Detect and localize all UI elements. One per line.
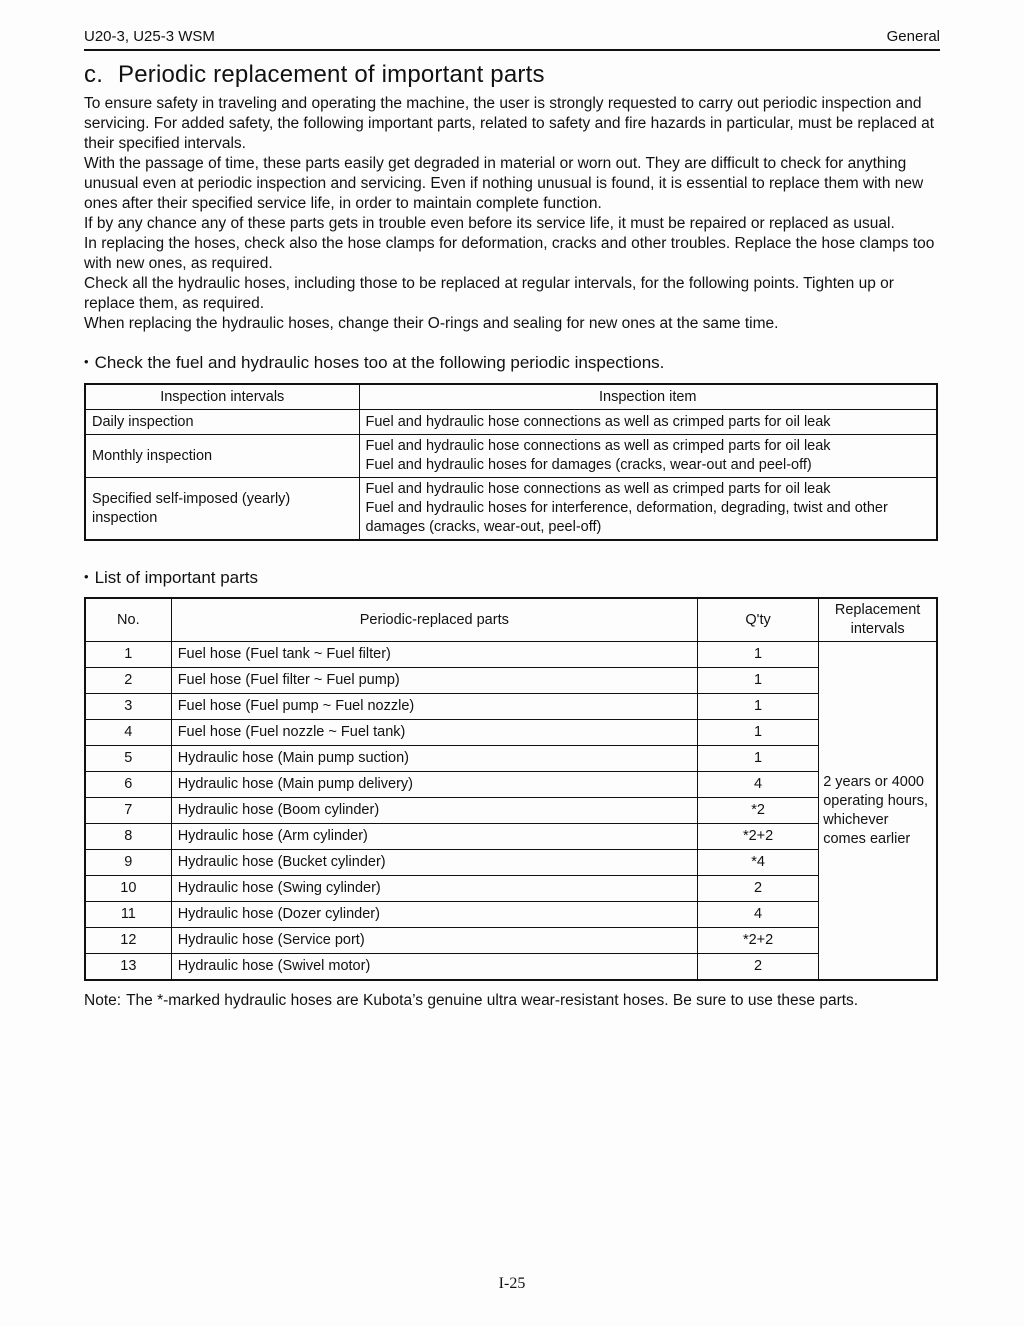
section-letter: c.	[84, 61, 104, 88]
footnote-label: Note:	[84, 992, 122, 1009]
table-row	[85, 478, 937, 541]
section-heading	[84, 61, 940, 89]
table-row	[85, 928, 937, 954]
part-name: Hydraulic hose (Main pump delivery)	[171, 772, 697, 798]
part-qty: 1	[697, 694, 818, 720]
intro-paragraph: If by any chance any of these parts gets in trouble even before its service life, it must be repaired or replaced as usual.	[84, 215, 895, 232]
column-header-part: Periodic-replaced parts	[171, 598, 697, 642]
part-qty: 2	[697, 954, 818, 981]
part-name: Hydraulic hose (Bucket cylinder)	[171, 850, 697, 876]
part-name: Hydraulic hose (Swivel motor)	[171, 954, 697, 981]
inspection-item-line: Fuel and hydraulic hose connections as well as crimped parts for oil leak	[365, 413, 831, 430]
inspection-table	[84, 383, 938, 541]
parts-table	[84, 597, 938, 981]
intro-paragraph: With the passage of time, these parts easily get degraded in material or worn out. They are difficult to check for anything unusual even at periodic inspection and servicing. Even if nothing unusual is found, it is essential to replace them with new ones after their specified service life, in order to maintain complete function.	[84, 155, 924, 212]
inspection-item	[359, 435, 937, 478]
part-no: 9	[85, 850, 171, 876]
intro-paragraph: When replacing the hydraulic hoses, change their O-rings and sealing for new ones at the same time.	[84, 315, 779, 332]
part-name: Hydraulic hose (Arm cylinder)	[171, 824, 697, 850]
part-no: 8	[85, 824, 171, 850]
part-no: 3	[85, 694, 171, 720]
inspection-item-line: Fuel and hydraulic hose connections as well as crimped parts for oil leak	[365, 481, 831, 497]
table-row	[85, 435, 937, 478]
table-row	[85, 902, 937, 928]
bullet-item-check-hoses	[84, 353, 940, 373]
intro-paragraph: Check all the hydraulic hoses, including those to be replaced at regular intervals, for the following points. Tighten up or replace them, as required.	[84, 275, 894, 312]
part-no: 7	[85, 798, 171, 824]
part-no: 1	[85, 642, 171, 668]
part-name: Hydraulic hose (Dozer cylinder)	[171, 902, 697, 928]
part-qty: *2+2	[697, 928, 818, 954]
part-qty: *4	[697, 850, 818, 876]
bullet-label: Check the fuel and hydraulic hoses too at the following periodic inspections.	[94, 353, 665, 372]
part-qty: 4	[697, 772, 818, 798]
part-no: 5	[85, 746, 171, 772]
table-row	[85, 720, 937, 746]
footnote-text: The *-marked hydraulic hoses are Kubota’s genuine ultra wear-resistant hoses. Be sure to use these parts.	[126, 992, 859, 1009]
table-row	[85, 772, 937, 798]
inspection-item-line: Fuel and hydraulic hoses for damages (cracks, wear-out and peel-off)	[365, 457, 812, 473]
part-no: 10	[85, 876, 171, 902]
table-row	[85, 410, 937, 435]
table-row	[85, 642, 937, 668]
column-header-intervals: Inspection intervals	[85, 384, 359, 410]
part-name: Fuel hose (Fuel filter ~ Fuel pump)	[171, 668, 697, 694]
footnote	[84, 991, 940, 1011]
part-qty: 2	[697, 876, 818, 902]
inspection-item-line: Fuel and hydraulic hose connections as well as crimped parts for oil leak	[365, 438, 831, 454]
table-row	[85, 824, 937, 850]
table-row	[85, 746, 937, 772]
part-qty: 1	[697, 668, 818, 694]
table-row	[85, 954, 937, 981]
bullet-icon: •	[84, 569, 89, 584]
page-number: I-25	[498, 1275, 526, 1292]
header-section-label: General	[886, 28, 940, 45]
part-qty: *2+2	[697, 824, 818, 850]
inspection-interval: Daily inspection	[85, 410, 359, 435]
part-no: 11	[85, 902, 171, 928]
page-header	[84, 28, 940, 51]
part-name: Fuel hose (Fuel nozzle ~ Fuel tank)	[171, 720, 697, 746]
part-qty: 1	[697, 720, 818, 746]
section-title: Periodic replacement of important parts	[118, 61, 545, 88]
intro-paragraph: In replacing the hoses, check also the hose clamps for deformation, cracks and other troubles. Replace the hose clamps too with new ones, as required.	[84, 235, 935, 272]
part-no: 12	[85, 928, 171, 954]
inspection-interval: Specified self-imposed (yearly) inspection	[85, 478, 359, 541]
part-name: Fuel hose (Fuel pump ~ Fuel nozzle)	[171, 694, 697, 720]
table-row	[85, 798, 937, 824]
column-header-qty: Q'ty	[697, 598, 818, 642]
part-qty: *2	[697, 798, 818, 824]
part-name: Fuel hose (Fuel tank ~ Fuel filter)	[171, 642, 697, 668]
intro-text	[84, 94, 940, 334]
inspection-item-line: Fuel and hydraulic hoses for interference, deformation, degrading, twist and other damages (cracks, wear-out, peel-off)	[365, 500, 888, 535]
column-header-item: Inspection item	[359, 384, 937, 410]
table-row	[85, 668, 937, 694]
inspection-item	[359, 410, 937, 435]
part-qty: 1	[697, 642, 818, 668]
part-name: Hydraulic hose (Swing cylinder)	[171, 876, 697, 902]
part-name: Hydraulic hose (Service port)	[171, 928, 697, 954]
part-name: Hydraulic hose (Boom cylinder)	[171, 798, 697, 824]
column-header-no: No.	[85, 598, 171, 642]
table-header-row	[85, 598, 937, 642]
intro-paragraph: To ensure safety in traveling and operating the machine, the user is strongly requested to carry out periodic inspection and servicing. For added safety, the following important parts, related to safety and fire hazards in particular, must be replaced at their specified intervals.	[84, 95, 935, 152]
part-qty: 4	[697, 902, 818, 928]
part-qty: 1	[697, 746, 818, 772]
part-no: 4	[85, 720, 171, 746]
inspection-item	[359, 478, 937, 541]
table-header-row	[85, 384, 937, 410]
bullet-icon: •	[84, 354, 89, 369]
table-row	[85, 850, 937, 876]
part-no: 6	[85, 772, 171, 798]
inspection-interval: Monthly inspection	[85, 435, 359, 478]
bullet-label: List of important parts	[94, 568, 259, 587]
part-no: 13	[85, 954, 171, 981]
part-no: 2	[85, 668, 171, 694]
part-name: Hydraulic hose (Main pump suction)	[171, 746, 697, 772]
replacement-interval-cell: 2 years or 4000 operating hours, whichever comes earlier	[819, 642, 937, 981]
bullet-item-list-parts	[84, 568, 940, 588]
table-row	[85, 694, 937, 720]
column-header-interval: Replacement intervals	[819, 598, 937, 642]
header-model-label: U20-3, U25-3 WSM	[84, 28, 215, 45]
table-row	[85, 876, 937, 902]
